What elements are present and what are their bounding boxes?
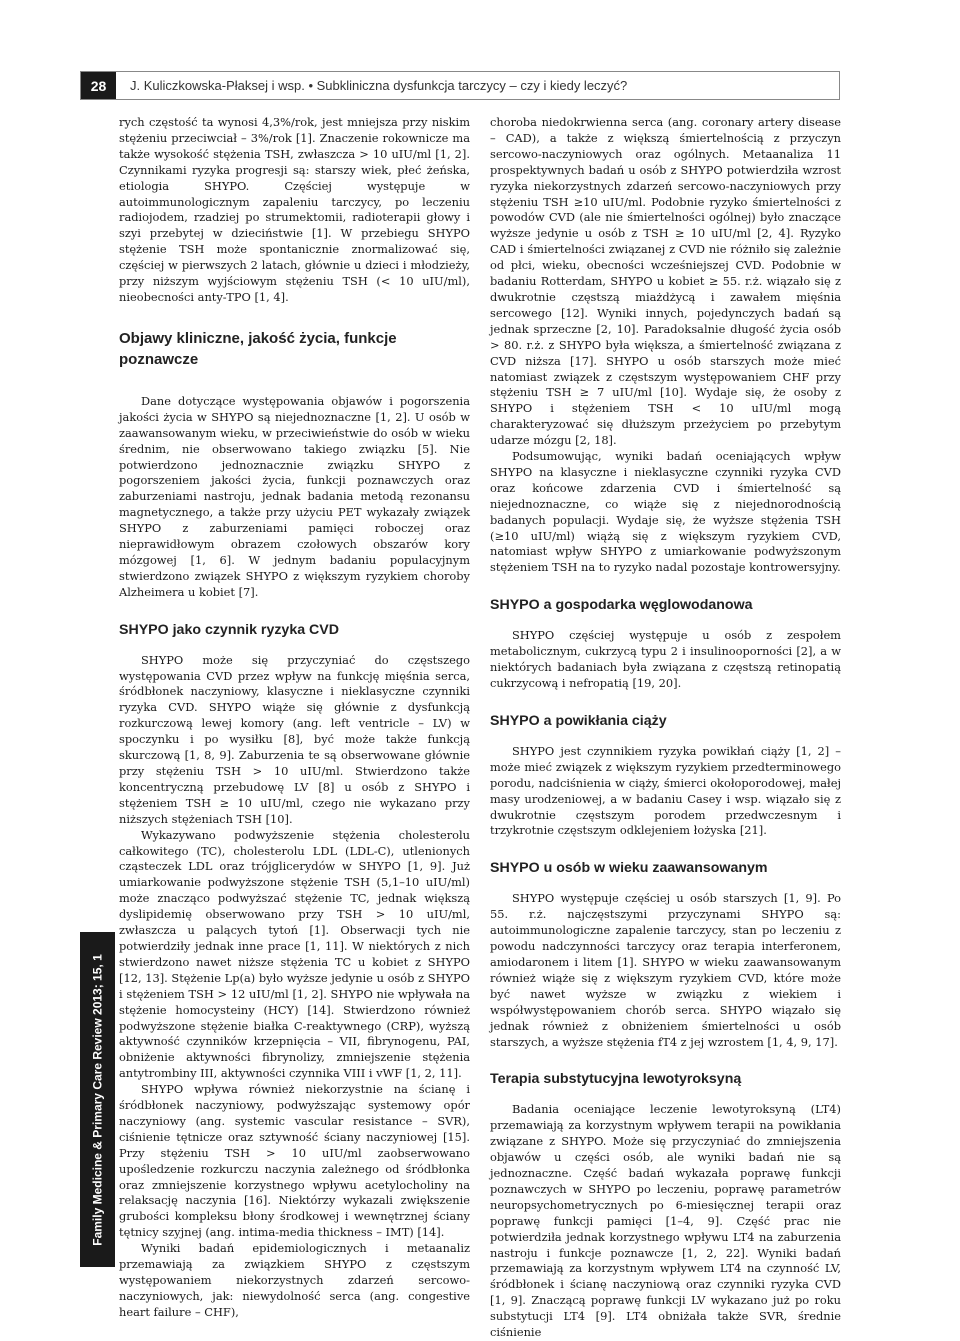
section-heading-ciaza: SHYPO a powikłania ciąży (490, 712, 667, 729)
running-header (80, 71, 840, 100)
section-heading-wiek: SHYPO u osób w wieku zaawansowanym (490, 860, 768, 877)
paragraph: SHYPO może się przyczyniać do częstszego występowania CVD przez wpływ na funkcję mięśnia serca, śródbłonek naczyniowy, klasyczne i nieklasyczne czynniki ryzyka CVD. SHYPO wiąże się głównie z dysfunkcją rozkurczową lewej komory (ang. left ventricle – LV) w spoczynku i po wysiłku [8], być może także funkcją skurczową [1, 8, 9]. Zaburzenia te są obserwowane głównie przy stężeniu TSH > 10 uIU/ml. Stwierdzono także koncentryczną przebudowę LV [8] u osób z SHYPO i stężeniem TSH ≥ 10 uIU/ml, czego nie wykazano przy niższych stężeniach TSH [10]. (119, 652, 470, 826)
paragraph: rych częstość ta wynosi 4,3%/rok, jest mniejsza przy niskim stężeniu przeciwciał – 3%/rok [1]. Znaczenie rokownicze ma także wysokość stężenia TSH, zwłaszcza > 10 uIU/ml [1, 2]. Czynnikami ryzyka progresji są: starszy wiek, płeć żeńska, etiologia SHYPO. Częściej występuje w autoimmunologicznym zapaleniu tarczycy, po leczeniu radiojodem, rzadziej po strumektomii, radioterapii głowy i szyi przebytej w dzieciństwie [1]. W przebiegu SHYPO stężenie TSH może spontanicznie znormalizować się, częściej w pierwszych 2 latach, głównie u dzieci i młodzieży, przy niższym wyjściowym stężeniu TSH (< 10 uIU/ml), nieobecności anty-TPO [1, 4]. (119, 115, 470, 304)
section-heading-objawy: Objawy kliniczne, jakość życia, funkcje poznawcze (119, 329, 397, 368)
left-column (119, 115, 470, 1319)
paragraph: choroba niedokrwienna serca (ang. coronary artery disease – CAD), a także z większą śmiertelnością z przyczyn sercowo-naczyniowych oraz ogólnych. Metaanaliza 11 prospektywnych badań u osób z SHYPO potwierdziła wzrost ryzyka niekorzystnych zdarzeń sercowo-naczyniowych przy stężeniu TSH ≥10 uIU/ml. Podobnie ryzyko śmiertelności z powodów CVD (ale nie śmiertelności ogólnej) było znaczące wyższe jedynie u osób z TSH ≥ 10 uIU/ml [2, 4]. Ryzyko CAD i śmiertelności związanej z CVD nie różniło się zależnie od płci, wieku, obecności wcześniejszej CVD. Podobnie w badaniu Rotterdam, SHYPO u kobiet ≥ 55. r.ż. wiązało się z dwukrotnie częstszą miażdżycą i zawałem mięśnia sercowego [12]. Wyniki innych, pojedynczych badań są jednak sprzeczne [2, 10]. Paradoksalnie długość życia osób > 80. r.ż. z SHYPO była większa, a śmiertelność związana z CVD niższa [17]. SHYPO u osób starszych może mieć natomiast związek z częstszym występowaniem CHF przy stężeniu TSH ≥ 7 uIU/ml [10]. Wydaje się, że osoby z SHYPO i stężeniem TSH < 10 uIU/ml mogą charakteryzować się dłuższym przeżyciem po przebytym udarze mózgu [2, 18]. (490, 115, 841, 448)
section-heading-terapia: Terapia substytucyjna lewotyroksyną (490, 1071, 742, 1088)
paragraph: Badania oceniające leczenie lewotyroksyną (LT4) przemawiają za korzystnym wpływem terapii na powikłania związane z SHYPO. Może się przyczyniać do zmniejszenia objawów u części osób, ale wyniki badań nie są jednoznaczne. Część badań wykazała poprawę funkcji poznawczych w SHYPO po leczeniu, poprawę parametrów neuropsychometrycznych po 6-miesięcznej terapii oraz poprawę funkcji pamięci [1–4, 9]. Część prac nie potwierdziła jednak korzystnego wpływu LT4 na zaburzenia nastroju i funkcje poznawcze [1, 2, 22]. Wyniki badań przemawiają za korzystnym wpływem LT4 na czynność LV, śródbłonek i ścianę naczyniową oraz czynniki ryzyka CVD [1, 9]. Znaczącą poprawę funkcji LV wykazano już po roku substytucji LT4 [9]. LT4 obniżała także SVR, średnie ciśnienie (490, 1102, 841, 1340)
journal-sidebar (80, 932, 115, 1267)
paragraph: SHYPO występuje częściej u osób starszych [1, 9]. Po 55. r.ż. najczęstszymi przyczynami SHYPO są: autoimmunologiczne zapalenie tarczycy, stan po leczeniu z powodu nadczynności tarczycy oraz terapia interferonem, amiodaronem i litem [1]. SHYPO w wieku zaawansowanym również wiąże się z większym ryzykiem CVD, które może być nawet wyższe w związku z wiekiem i współwystępowaniem chorób serca. SHYPO wiązało się jednak również z obniżeniem śmiertelności u osób starszych, a wyższe stężenia fT4 z jej wzrostem [1, 4, 9, 17]. (490, 891, 841, 1049)
paragraph: Wyniki badań epidemiologicznych i metaanaliz przemawiają za związkiem SHYPO z częstszym występowaniem niekorzystnych zdarzeń sercowo-naczyniowych, jak: niewydolność serca (ang. congestive heart failure – CHF), (119, 1241, 470, 1319)
page-number: 28 (81, 72, 116, 99)
paragraph: Dane dotyczące występowania objawów i pogorszenia jakości życia w SHYPO są niejednoznaczne [1, 2]. U osób w zaawansowanym wieku, w przeciwieństwie do osób w wieku średnim, nie obserwowano takiego związku [5]. Nie potwierdzono jednoznacznie związku SHYPO z pogorszeniem jakości życia, funkcji poznawczych oraz zaburzeniami nastroju, jednak badania metodą rezonansu magnetycznego, a także przy użyciu PET wykazały związek SHYPO z zaburzeniami pamięci roboczej oraz nieprawidłowym obrazem czołowych obszarów kory mózgowej [1, 6]. W jednym badaniu populacyjnym stwierdzono związek SHYPO z większym ryzykiem choroby Alzheimera u kobiet [7]. (119, 393, 470, 599)
paragraph: SHYPO jest czynnikiem ryzyka powikłań ciąży [1, 2] – może mieć związek z większym ryzykiem przedterminowego porodu, nadciśnienia w ciąży, śmierci okołoporodowej, małej masy urodzeniowej, a w badaniu Casey i wsp. wiązało się z dwukrotnie częstszym porodem przedwczesnym i trzykrotnie częstszym odklejeniem łożyska [21]. (490, 743, 841, 838)
paragraph: Podsumowując, wyniki badań oceniających wpływ SHYPO na klasyczne i nieklasyczne czynniki ryzyka CVD oraz końcowe zdarzenia CVD i śmiertelność są niejednoznaczne, co wiąże się z niejednorodnością badanych populacji. Wydaje się, że wyższe stężenia TSH (≥10 uIU/ml) wiążą się z większym ryzykiem CVD, natomiast wpływ SHYPO z umiarkowanie podwyższonym stężeniem TSH na to ryzyko nadal pozostaje kontrowersyjny. (490, 449, 841, 575)
section-heading-gospodarka: SHYPO a gospodarka węglowodanowa (490, 597, 753, 614)
right-column (490, 115, 841, 1340)
paragraph: SHYPO częściej występuje u osób z zespołem metabolicznym, cukrzycą typu 2 i insulinooporności [2], a w niektórych badaniach była związana z częstszą retinopatią cukrzycową i nefropatią [19, 20]. (490, 628, 841, 690)
paragraph: Wykazywano podwyższenie stężenia cholesterolu całkowitego (TC), cholesterolu LDL (LDL-C), utlenionych cząsteczek LDL oraz trójglicerydów w SHYPO [1, 9]. Już umiarkowanie podwyższone stężenie TSH (5,1–10 uIU/ml) może znacząco podwyższać stężenie TC, jednak większą dyslipidemię obserwowano przy TSH > 10 uIU/ml, zwłaszcza u palących tytoń [1]. Obserwacji tych nie potwierdziły jednak inne prace [1, 11]. W niektórych z nich stwierdzono nawet niższe stężenia TC u kobiet z SHYPO [12, 13]. Stężenie Lp(a) było wyższe jedynie u osób z SHYPO i stężeniem TSH > 12 uIU/ml [1, 2]. SHYPO nie wpływała na stężenie homocysteiny (HCY) [14]. Stwierdzono również podwyższone stężenie białka C-reaktywnego (CRP), wyższą aktywność czynników krzepnięcia – VII, fibrynogenu, PAI, obniżenie aktywności fibrynolizy, zmniejszenie stężenia antytrombiny III, aktywności czynnika VIII i vWF [1, 2, 11]. (119, 827, 470, 1081)
running-title: J. Kuliczkowska-Płaksej i wsp. • Subkliniczna dysfunkcja tarczycy – czy i kiedy leczyć? (130, 78, 628, 93)
section-heading-cvd: SHYPO jako czynnik ryzyka CVD (119, 621, 339, 638)
journal-citation: Family Medicine & Primary Care Review 2013; 15, 1 (90, 953, 105, 1246)
paragraph: SHYPO wpływa również niekorzystnie na ścianę i śródbłonek naczyniowy, podwyższając systemowy opór naczyniowy (ang. systemic vascular resistance – SVR), ciśnienie tętnicze oraz sztywność ściany naczyniowej [15]. Przy stężeniu TSH > 10 uIU/ml zaobserwowano upośledzenie rozkurczu naczynia zależnego od śródbłonka oraz zmniejszenie korzystnego wpływu acetylocholiny na relaksację naczynia [16]. Niektórzy wykazali zwiększenie grubości kompleksu błony środkowej i wewnętrznej ściany tętnicy szyjnej (ang. intima-media thickness – IMT) [14]. (119, 1082, 470, 1240)
